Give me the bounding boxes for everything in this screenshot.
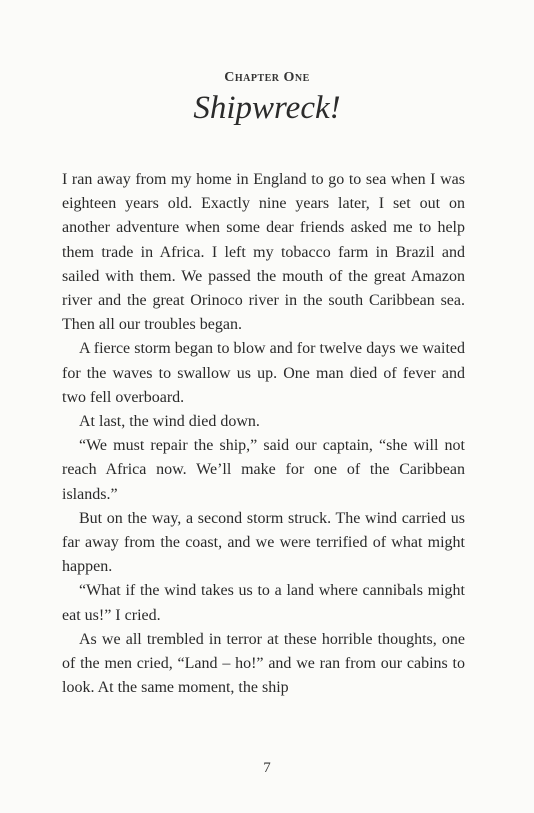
paragraph-4: “We must repair the ship,” said our captain, “she will not reach Africa now. We’ll make for one of the Caribbean islands.” [62,437,465,503]
body-text [62,168,465,700]
paragraph-6: “What if the wind takes us to a land where cannibals might eat us!” I cried. [62,582,465,624]
paragraph-3: At last, the wind died down. [79,413,260,431]
paragraph-2: A fierce storm began to blow and for twelve days we waited for the waves to swallow us up. One man died of fever and two fell overboard. [62,340,465,406]
chapter-title: Shipwreck! [193,90,341,126]
paragraph-7: As we all trembled in terror at these horrible thoughts, one of the men cried, “Land – ho!” and we ran from our cabins to look. At the same moment, the ship [62,630,465,697]
paragraph-5: But on the way, a second storm struck. The wind carried us far away from the coast, and we were terrified of what might happen. [62,509,465,576]
paragraph-1: I ran away from my home in England to go to sea when I was eighteen years old. Exactly nine years later, I set out on another adventure when some dear friends asked me to help them trade in Africa. I left my tobacco farm in Brazil and sailed with them. We passed the mouth of the great Amazon river and the great Orinoco river in the south Caribbean sea. Then all our troubles began. [62,171,465,334]
chapter-label: Chapter One [224,70,310,85]
page-number: 7 [263,760,271,776]
